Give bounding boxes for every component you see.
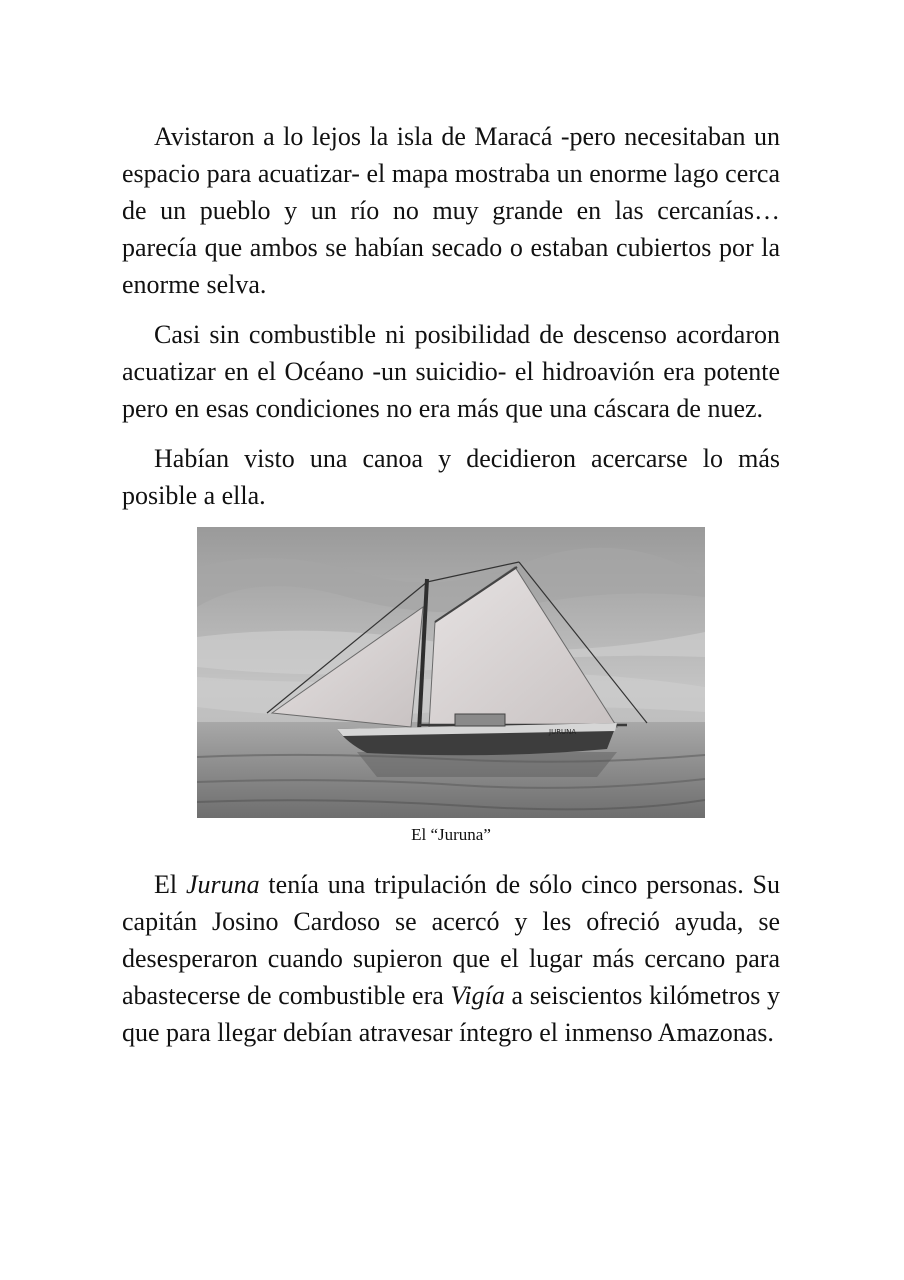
paragraph-4-text-2: tenía una tripulación de sólo cinco personas. Su capitán Josino Cardoso se acercó y les ofreció ayuda, se desesperaron cuando supieron que el lugar más cercano para abastecerse de combustible era [122, 870, 780, 1010]
paragraph-4 [122, 866, 780, 1051]
boat-name-juruna: Juruna [185, 870, 260, 899]
hull-name-label: JURUNA [549, 728, 577, 736]
figure-juruna [122, 527, 780, 846]
figure-caption: El “Juruna” [411, 825, 491, 844]
paragraph-4-text-1: El [154, 870, 186, 899]
paragraph-2: Casi sin combustible ni posibilidad de descenso acordaron acuatizar en el Océano -un suicidio- el hidroavión era potente pero en esas condiciones no era más que una cáscara de nuez. [122, 320, 780, 423]
paragraph-1: Avistaron a lo lejos la isla de Maracá -pero necesitaban un espacio para acuatizar- el mapa mostraba un enorme lago cerca de un pueblo y un río no muy grande en las cercanías… parecía que ambos se habían secado o estaban cubiertos por la enorme selva. [122, 122, 780, 299]
sailboat-illustration [197, 527, 705, 818]
paragraph-4-text-3: a seiscientos kilómetros y que para llegar debían atravesar íntegro el inmenso Amazonas. [122, 981, 780, 1047]
paragraph-3: Habían visto una canoa y decidieron acercarse lo más posible a ella. [122, 444, 780, 510]
place-name-vigia: Vigía [450, 981, 505, 1010]
page-content [122, 118, 780, 1064]
